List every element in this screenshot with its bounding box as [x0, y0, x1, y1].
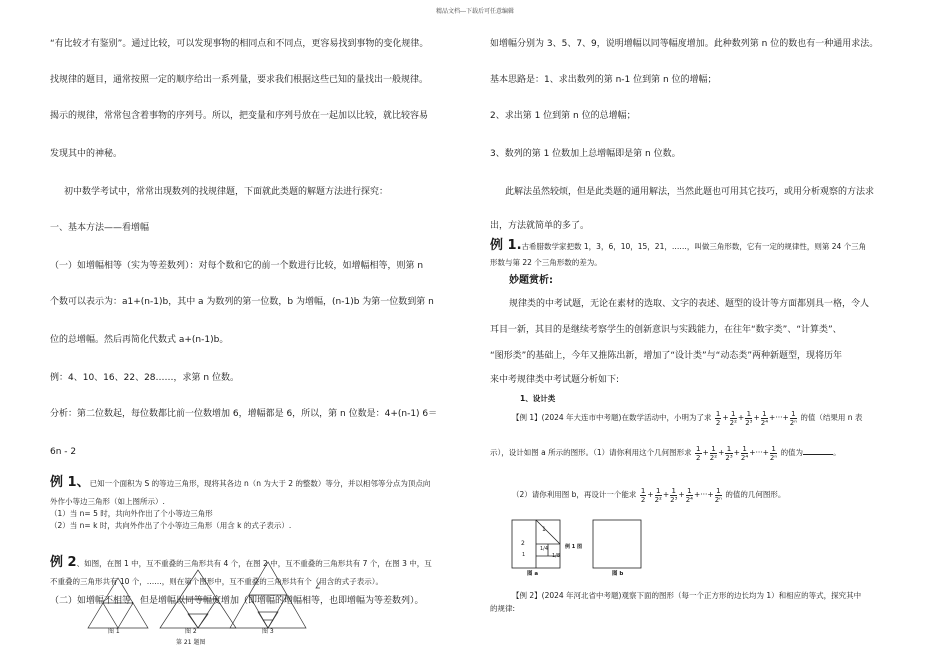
- frac-1-2p4: $\frac{1}{\text{2⁴}}$: [760, 409, 769, 427]
- frac-1-2n: $\frac{1}{\text{2ⁿ}}$: [789, 409, 798, 427]
- left-para-3: 揭示的规律，常常包含着事物的序列号。所以，把变量和序列号放在一起加以比较，就比较容易: [50, 111, 429, 121]
- left-para-7: （一）如增幅相等（实为等差数列）：对每个数和它的前一个数进行比较，如增幅相等，则第 n: [50, 261, 424, 271]
- left-para-4: 发现其中的神秘。: [50, 149, 123, 159]
- q2-frac-1-2p4: $\frac{1}{\text{2⁴}}$: [685, 486, 693, 504]
- q1-frac-1-2p4: $\frac{1}{\text{2⁴}}$: [740, 444, 749, 462]
- section-heading-analysis: 妙题赏析:: [509, 275, 553, 286]
- q1-frac-1-2: $\frac{1}{2}$: [696, 444, 701, 462]
- left-formula: 6n - 2: [50, 447, 77, 457]
- answer-blank[interactable]: [803, 446, 833, 455]
- q2-frac-1-2: $\frac{1}{2}$: [640, 486, 646, 504]
- fig-a-caption: 图 a: [527, 571, 539, 577]
- left-para-5: 初中数学考试中，常常出现数列的找规律题，下面就此类题的解题方法进行探究：: [64, 187, 389, 197]
- example-1-figure-label: 例 1 图: [565, 544, 582, 550]
- right-example-1-label: 例 1.: [490, 238, 522, 253]
- subheading-design: 1、设计类: [520, 394, 556, 403]
- fig-a-label-1: 1: [542, 526, 546, 533]
- left-para-1: “有比较才有鉴别”。通过比较，可以发现事物的相同点和不同点，更容易找到事物的变化规律。: [50, 39, 429, 49]
- right-para-10: 来中考规律类中考试题分析如下:: [490, 375, 620, 385]
- fig-a-label-1b: 1: [522, 552, 526, 558]
- figure-b-square: [593, 520, 641, 568]
- example-1-series-line: 【例 1】(2024 年大连市中考题)在数学活动中，小明为了求 $\frac{1}{2}$ + $\frac{1}{\text{2²}}$ + $\frac{1}{\text{2³}}$ + $\frac{1}{\text{2⁴}}$ +···+ $\frac{1}{\text{2ⁿ}}$ 的值（结果用 n 表: [512, 409, 863, 427]
- e1-text-d: 的值为: [780, 448, 804, 457]
- left-para-9: 位的总增幅。然后再简化代数式 a+(n-1)b。: [50, 335, 229, 345]
- q2-frac-1-2cube: $\frac{1}{\text{2³}}$: [670, 486, 678, 504]
- e1-text-g: 的值的几何图形。: [725, 490, 786, 499]
- frac-1-2cube: $\frac{1}{\text{2³}}$: [745, 409, 753, 427]
- right-para-9: “图形类”的基础上，今年又推陈出新，增加了“设计类”与“动态类”两种新题型，现将历年: [490, 351, 842, 361]
- example-2-line-1: [50, 555, 432, 570]
- example-1-question-2: （2）请你利用图 b，再设计一个能求 $\frac{1}{2}$ + $\frac{1}{\text{2²}}$ + $\frac{1}{\text{2³}}$ + $\frac{1}{\text{2⁴}}$ +···+ $\frac{1}{\text{2ⁿ}}$ 的值的几何图形。: [512, 486, 786, 504]
- right-para-7: 规律类的中考试题，无论在素材的选取、文字的表述、题型的设计等方面都别具一格，令人: [509, 299, 870, 309]
- left-para-8: 个数可以表示为：a1+(n-1)b，其中 a 为数列的第一位数，b 为增幅，(n-1)b 为第一位数到第 n: [50, 297, 434, 307]
- fig2-small-triangle: [188, 614, 208, 628]
- example-1-line-3: （1）当 n= 5 时，共向外作出了个小等边三角形: [50, 509, 213, 518]
- fig3-caption: 图 3: [262, 628, 274, 635]
- frac-1-2sq: $\frac{1}{\text{2²}}$: [729, 409, 737, 427]
- fig3-tiny-triangle: [263, 620, 273, 628]
- figure-caption: 第 21 题图: [176, 639, 206, 646]
- fig-a-label-eighth: 1/8: [552, 553, 561, 559]
- right-para-2: 基本思路是：1、求出数列的第 n-1 位到第 n 位的增幅；: [490, 75, 717, 85]
- right-para-8: 耳目一新，其目的是继续考察学生的创新意识与实践能力，在往年“数字类”、“计算类”、: [490, 325, 842, 335]
- e1-text-f: （2）请你利用图 b，再设计一个能求: [512, 490, 637, 499]
- section-heading-basic: 一、基本方法——看增幅: [50, 223, 150, 233]
- left-para-13: （二）如增幅不相等，但是增幅以同等幅度增加（即增幅的增幅相等，也即增幅为等差数列）。: [50, 596, 424, 606]
- q2-frac-1-2n: $\frac{1}{\text{2ⁿ}}$: [714, 486, 722, 504]
- q1-frac-1-2sq: $\frac{1}{\text{2²}}$: [709, 444, 718, 462]
- left-example: 例：4、10、16、22、28……，求第 n 位数。: [50, 373, 239, 383]
- fig1-caption: 图 1: [108, 628, 120, 635]
- left-analysis: 分析：第二位数起，每位数都比前一位数增加 6，增幅都是 6，所以，第 n 位数是：4+(n-1) 6＝: [50, 409, 438, 419]
- example-1-line-2: 外作小等边三角形（如上图所示）.: [50, 497, 165, 506]
- q1-frac-1-2cube: $\frac{1}{\text{2³}}$: [725, 444, 733, 462]
- example-1-label: 例 1、: [50, 475, 90, 490]
- example-1-text-a: 已知一个面积为 S 的等边三角形，现将其各边 n（n 为大于 2 的整数）等分，并以相邻等分点为顶点向: [89, 479, 431, 488]
- example-1-question-1: 示），设计如图 a 所示的图形。（1）请你利用这个几何图形求 $\frac{1}{2}$ + $\frac{1}{\text{2²}}$ + $\frac{1}{\text{2³}}$ + $\frac{1}{\text{2⁴}}$ +···+ $\frac{1}{\text{2ⁿ}}$ 的值为 。: [490, 444, 841, 462]
- example-2-label: 例 2: [50, 555, 77, 570]
- example-2-right-line-2: 的规律:: [490, 604, 516, 613]
- example-2-line-2: 不重叠的三角形共有 10 个，……，则在第个图形中，互不重叠的三角形共有个（用含的式子表示）。: [50, 577, 384, 586]
- example-1-line-4: （2）当 n= k 时，共向外作出了个小等边三角形（用含 k 的式子表示）.: [50, 521, 292, 530]
- right-para-1: 如增幅分别为 3、5、7、9，说明增幅以同等幅度增加。此种数列第 n 位的数也有一种通用求法。: [490, 39, 879, 49]
- right-example-1-line-2: 形数与第 22 个三角形数的差为。: [490, 258, 602, 267]
- right-example-1-text-a: 古希腊数学家把数 1，3，6，10，15，21，……，叫做三角形数，它有一定的规律性，则第 24 个三角: [521, 242, 867, 251]
- right-example-1-line-1: [490, 238, 867, 253]
- e1-text-c: 示），设计如图 a 所示的图形。（1）请你利用这个几何图形求: [490, 448, 692, 457]
- example-2-right-line-1: 【例 2】(2024 年河北省中考题)观察下面的图形（每一个正方形的边长均为 1）和相应的等式，探究其中: [512, 591, 862, 600]
- e1-text-a: 【例 1】(2024 年大连市中考题)在数学活动中，小明为了求: [512, 413, 712, 422]
- example-2-text-a: 、如图，在图 1 中，互不重叠的三角形共有 4 个，在图 2 中，互不重叠的三角形共有 7 个，在图 3 中，互: [76, 559, 432, 568]
- left-para-2: 找规律的题目，通常按照一定的顺序给出一系列量，要求我们根据这些已知的量找出一般规律。: [50, 75, 429, 85]
- right-para-4: 3、数列的第 1 位数加上总增幅即是第 n 位数。: [490, 149, 681, 159]
- frac-1-2: $\frac{1}{2}$: [715, 409, 721, 427]
- e1-text-e: 。: [833, 448, 841, 457]
- q2-frac-1-2sq: $\frac{1}{\text{2²}}$: [654, 486, 662, 504]
- example-1-line-1: [50, 475, 431, 490]
- q1-frac-1-2n: $\frac{1}{\text{2ⁿ}}$: [769, 444, 778, 462]
- fig2-caption: 图 2: [185, 628, 197, 635]
- fig-a-label-quarter: 1/4: [540, 546, 549, 552]
- fig-b-caption: 图 b: [612, 571, 624, 577]
- page-header: 精品文档---下载后可任意编辑: [435, 8, 515, 15]
- e1-text-b: 的值（结果用 n 表: [800, 413, 863, 422]
- right-para-5: 此解法虽然较烦，但是此类题的通用解法，当然此题也可用其它技巧，或用分析观察的方法求: [505, 187, 875, 197]
- right-para-3: 2、求出第 1 位到第 n 位的总增幅；: [490, 111, 636, 121]
- fig-a-label-2: 2: [521, 540, 525, 547]
- right-para-6: 出，方法就简单的多了。: [490, 221, 590, 231]
